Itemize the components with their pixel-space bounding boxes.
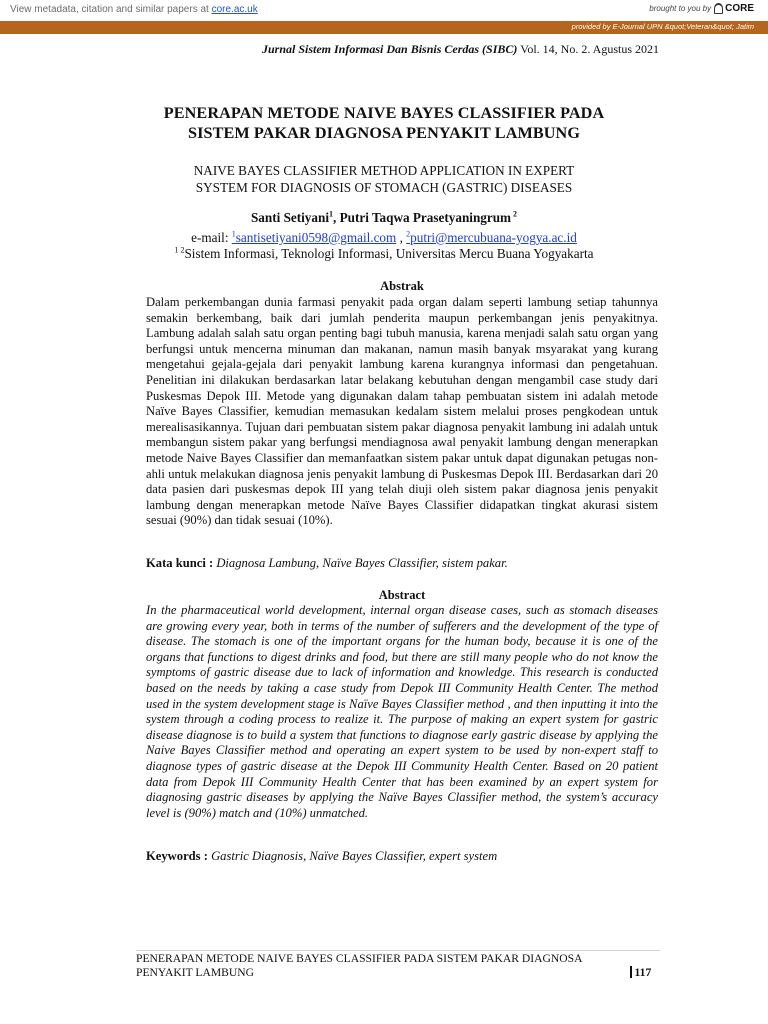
title-en-line-2: SYSTEM FOR DIAGNOSIS OF STOMACH (GASTRIC) DISEASES (195, 180, 573, 195)
email-1-sup: 1 (231, 229, 236, 239)
email-label: e-mail: (191, 230, 232, 245)
author-2-sup: 2 (511, 209, 518, 219)
abstract-heading: Abstract (378, 588, 426, 602)
affiliation (100, 246, 668, 262)
core-link[interactable]: core.ac.uk (211, 4, 258, 15)
abstrak-heading: Abstrak (380, 279, 424, 293)
brought-by-text: brought to you by (649, 4, 712, 13)
affiliation-text: Sistem Informasi, Teknologi Informasi, Universitas Mercu Buana Yogyakarta (184, 246, 594, 261)
paper-title (100, 104, 668, 143)
keywords (146, 849, 658, 864)
core-metadata-line (10, 4, 258, 15)
author-1-sup: 1 (329, 209, 333, 219)
author-emails (100, 230, 668, 246)
keywords-values: Gastric Diagnosis, Naïve Bayes Classifier, expert system (211, 849, 498, 863)
title-line-2: SISTEM PAKAR DIAGNOSA PENYAKIT LAMBUNG (187, 123, 581, 142)
provided-by-text[interactable]: provided by E-Journal UPN &quot;Veteran&quot; Jatim (571, 22, 754, 31)
footer-divider (136, 950, 660, 951)
journal-header (0, 42, 659, 57)
affiliation-sup: 1 2 (174, 245, 185, 255)
email-2-link[interactable] (406, 230, 577, 245)
email-2-sup: 2 (406, 229, 411, 239)
title-line-1: PENERAPAN METODE NAIVE BAYES CLASSIFIER PADA (163, 104, 605, 122)
journal-name: Jurnal Sistem Informasi Dan Bisnis Cerdas (SIBC) (261, 42, 518, 56)
author-2: Putri Taqwa Prasetyaningrum (339, 210, 512, 225)
core-logo[interactable] (714, 3, 754, 14)
author-1: Santi Setiyani (250, 210, 329, 225)
keywords-label: Keywords : (146, 849, 212, 863)
core-provided-bar (0, 21, 768, 34)
kata-kunci-label: Kata kunci : (146, 556, 217, 570)
core-metadata-text: View metadata, citation and similar papers at (10, 4, 209, 15)
authors (100, 210, 668, 226)
page-number: 117 (630, 966, 651, 979)
abstrak-text: Dalam perkembangan dunia farmasi penyakit pada organ dalam seperti lambung setiap tahunnya semakin berkembang, baik dari jumlah penderita maupun perkembangan jenis penyakitnya. Lambung adalah salah satu organ penting bagi tubuh manusia, karena menjadi salah satu organ yang berfungsi untuk mencerna minuman dan makanan, namun masih banyak msyarakat yang kurang mengetahui gejala-gejala dari penyakit lambung karena kurangnya informasi dan pengetahuan. Penelitian ini dilakukan berdasarkan latar belakang kebutuhan dengan mengambil case study dari Puskesmas Depok III. Metode yang digunakan dalam tahap pembuatan sistem ini adalah metode Naïve Bayes Classifier, kemudian memasukan kedalam sistem melalui proses pengkodean untuk merealisasikannya. Tujuan dari pembuatan sistem pakar diagnosa penyakit lambung ini adalah untuk membangun sistem pakar yang berfungsi mendiagnosa awal penyakit lambung dengan menerapkan metode Naive Bayes Classifier dan memanfaatkan sistem pakar untuk dapat digunakan petugas non-ahli untuk melakukan diagnosa jenis penyakit lambung di Puskesmas Depok III. Berdasarkan dari 20 data pasien dari puskesmas depok III yang telah diuji oleh sistem pakar diagnosa jenis penyakit lambung dengan menerapkan metode Naïve Bayes Classifier didapatkan tingkat akurasi sistem sesuai (90%) dan tidak sesuai (10%). (146, 295, 658, 528)
abstract-text: In the pharmaceutical world development, internal organ disease cases, such as stomach diseases are growing every year, both in terms of the number of sufferers and the development of the type of disease. The stomach is one of the important organs for the human body, because it is one of the organs that functions to digest drinks and food, but there are still many people who do not know the symptoms of gastric disease due to lack of information and knowledge. This research is conducted based on the needs by taking a case study from Depok III Community Health Center. The method used in the system development stage is Naïve Bayes Classifier method , and then inputting it into the system through a coding process to realize it. The purpose of making an expert system for gastric disease diagnose is to build a system that functions to diagnose early gastric disease by applying the Naive Bayes Classifier method and operating an expert system to be used by non-expert staff to diagnose types of gastric disease at the Depok III Community Health Center. Based on 20 patient data from Depok III Community Health Center that has been examined by an expert system for diagnosing gastric diseases by applying the Naïve Bayes Classifier method, the system’s accuracy level is (90%) match and (10%) unmatched. (146, 603, 658, 820)
email-separator: , (396, 230, 407, 245)
footer-running-title: PENERAPAN METODE NAIVE BAYES CLASSIFIER PADA SISTEM PAKAR DIAGNOSA PENYAKIT LAMBUNG (136, 952, 582, 979)
author-separator: , (333, 210, 340, 225)
journal-issue: Vol. 14, No. 2. Agustus 2021 (520, 42, 659, 56)
paper-title-english (100, 162, 668, 196)
core-logo-icon (714, 3, 723, 14)
email-1: santisetiyani0598@gmail.com (235, 230, 397, 245)
kata-kunci (146, 556, 658, 571)
core-brought-by (649, 3, 754, 14)
email-2: putri@mercubuana-yogya.ac.id (410, 230, 577, 245)
core-logo-text: CORE (725, 3, 754, 14)
email-1-link[interactable] (232, 230, 396, 245)
core-banner (0, 0, 768, 21)
title-en-line-1: NAIVE BAYES CLASSIFIER METHOD APPLICATION IN EXPERT (193, 163, 575, 178)
kata-kunci-values: Diagnosa Lambung, Naïve Bayes Classifier, sistem pakar. (216, 556, 508, 570)
